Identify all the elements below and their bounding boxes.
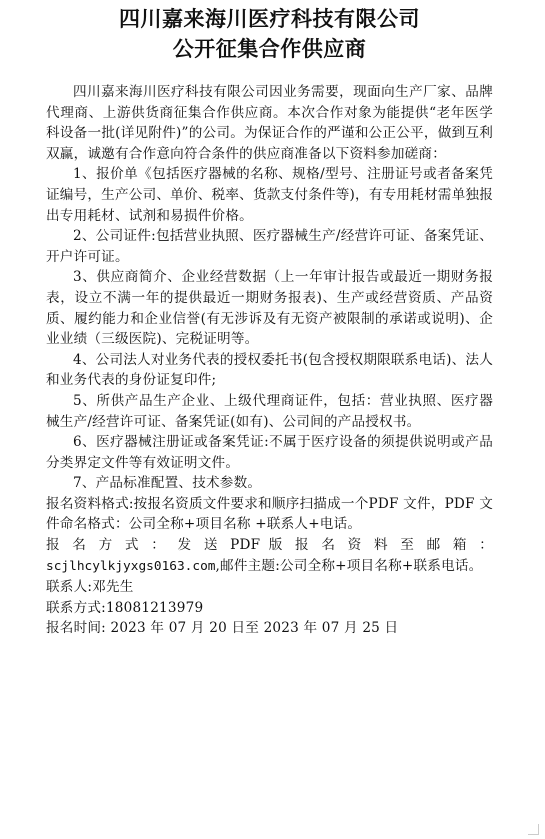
document-body <box>46 82 493 639</box>
document-title-line-2: 公开征集合作供应商 <box>172 37 367 61</box>
requirement-item-2: 2、公司证件:包括营业执照、医疗器械生产/经营许可证、备案凭证、开户许可证。 <box>46 228 493 265</box>
submission-method-suffix: ,邮件主题:公司全称+项目名称+联系电话。 <box>215 557 483 574</box>
document-title-line-1: 四川嘉来海川医疗科技有限公司 <box>119 7 420 31</box>
requirement-item-5: 5、所供产品生产企业、上级代理商证件，包括：营业执照、医疗器械生产/经营许可证、备案凭证(如有)、公司间的产品授权书。 <box>46 392 493 430</box>
intro-paragraph: 四川嘉来海川医疗科技有限公司因业务需要，现面向生产厂家、品牌代理商、上游供货商征集合作供应商。本次合作对象为能提供“老年医学科设备一批(详见附件)”的公司。为保证合作的严谨和公正公平，做到互利双赢，诚邀有合作意向符合条件的供应商准备以下资料参加磋商： <box>46 84 493 162</box>
submission-email: scjlhcylkjyxgs0163.com <box>46 558 216 574</box>
requirement-item-3: 3、供应商简介、企业经营数据（上一年审计报告或最近一期财务报表，设立不满一年的提供最近一期财务报表)、生产或经营资质、产品资质、履约能力和企业信誉(有无涉诉及有无资产被限制的承诺或说明)、企业业绩（三级医院)、完税证明等。 <box>46 269 493 348</box>
contact-person: 联系人:邓先生 <box>46 579 134 596</box>
submission-method-prefix: 报 名 方 式 ： 发 送 PDF 版 报 名 资 料 至 邮 箱 ： <box>46 537 493 554</box>
requirement-item-7: 7、产品标准配置、技术参数。 <box>73 475 262 492</box>
registration-period: 报名时间: 2023 年 07 月 20 日至 2023 年 07 月 25 日 <box>46 620 399 637</box>
requirement-item-1: 1、报价单《包括医疗器械的名称、规格/型号、注册证号或者备案凭证编号，生产公司、单价、税率、货款支付条件等)，有专用耗材需单独报出专用耗材、试剂和易损件价格。 <box>46 166 493 224</box>
page-corner-mark <box>528 824 539 835</box>
submission-format: 报名资料格式:按报名资质文件要求和顺序扫描成一个PDF 文件，PDF 文件命名格式：公司全称+项目名称 +联系人+电话。 <box>46 495 493 533</box>
contact-phone: 联系方式:18081213979 <box>46 599 204 616</box>
requirement-item-6: 6、医疗器械注册证或备案凭证:不属于医疗设备的须提供说明或产品分类界定文件等有效证明文件。 <box>46 434 493 471</box>
submission-method <box>46 535 493 577</box>
requirement-item-4: 4、公司法人对业务代表的授权委托书(包含授权期限联系电话)、法人和业务代表的身份证复印件; <box>46 351 493 389</box>
